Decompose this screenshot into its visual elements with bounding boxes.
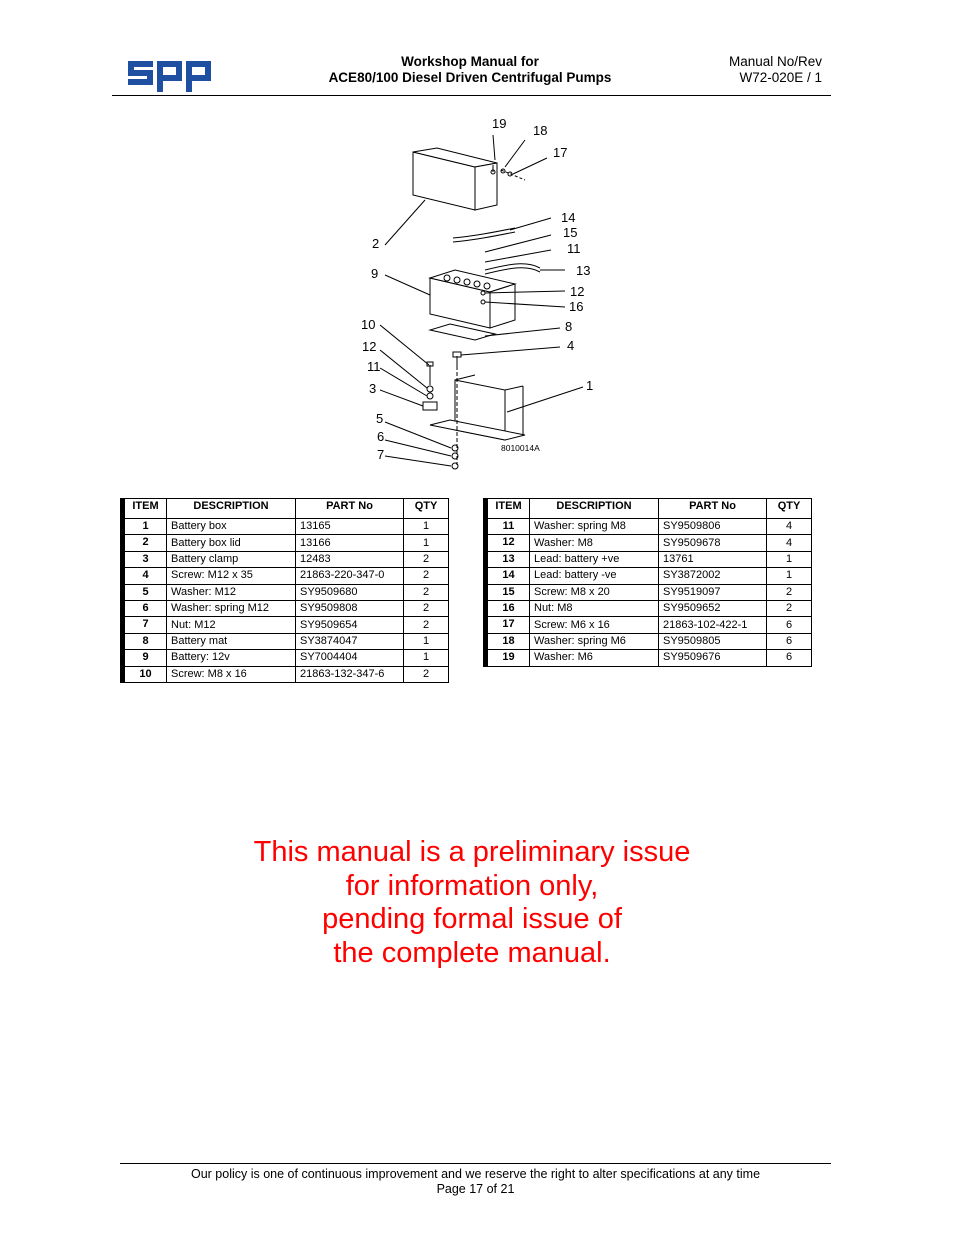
table-row	[484, 568, 812, 584]
qty-cell: 2	[767, 584, 812, 600]
manual-number-block	[690, 54, 822, 86]
footer	[120, 1167, 831, 1197]
table-row	[121, 666, 449, 682]
item-cell: 7	[125, 617, 167, 633]
table-row	[121, 633, 449, 649]
description-cell: Screw: M8 x 16	[167, 666, 296, 682]
qty-cell: 6	[767, 650, 812, 666]
page-number: Page 17 of 21	[436, 1182, 515, 1196]
description-cell: Washer: M12	[167, 584, 296, 600]
part-no-cell: SY9509808	[296, 600, 404, 616]
table-row	[121, 551, 449, 567]
item-cell: 2	[125, 535, 167, 551]
table-row	[484, 600, 812, 616]
col-description: DESCRIPTION	[167, 499, 296, 519]
qty-cell: 2	[404, 666, 449, 682]
item-cell: 5	[125, 584, 167, 600]
callout-14: 14	[561, 210, 576, 225]
description-cell: Nut: M8	[530, 600, 659, 616]
part-no-cell: 13166	[296, 535, 404, 551]
qty-cell: 6	[767, 633, 812, 649]
part-no-cell: 13165	[296, 519, 404, 535]
table-row	[484, 650, 812, 666]
item-cell: 16	[488, 600, 530, 616]
qty-cell: 1	[404, 633, 449, 649]
manual-number-label: Manual No/Rev	[728, 54, 822, 69]
item-cell: 17	[488, 617, 530, 633]
item-cell: 10	[125, 666, 167, 682]
qty-cell: 4	[767, 535, 812, 551]
part-no-cell: SY9509652	[659, 600, 767, 616]
part-no-cell: SY9509806	[659, 519, 767, 535]
description-cell: Washer: M6	[530, 650, 659, 666]
qty-cell: 4	[767, 519, 812, 535]
col-qty: QTY	[767, 499, 812, 519]
description-cell: Screw: M6 x 16	[530, 617, 659, 633]
qty-cell: 1	[404, 650, 449, 666]
part-no-cell: SY9509678	[659, 535, 767, 551]
callout-13: 13	[576, 263, 591, 278]
description-cell: Washer: spring M12	[167, 600, 296, 616]
part-no-cell: SY9509805	[659, 633, 767, 649]
callout-11-bottom: 11	[367, 359, 381, 374]
description-cell: Battery mat	[167, 633, 296, 649]
table-header-row	[484, 499, 812, 519]
callout-17: 17	[553, 145, 568, 160]
qty-cell: 2	[404, 551, 449, 567]
item-cell: 11	[488, 519, 530, 535]
callout-16: 16	[569, 299, 584, 314]
callout-10: 10	[361, 317, 376, 332]
part-no-cell: SY9509654	[296, 617, 404, 633]
manual-number: W72-020E / 1	[739, 70, 822, 85]
notice-line-4: the complete manual.	[333, 936, 611, 969]
table-row	[484, 519, 812, 535]
parts-table-right	[483, 498, 812, 667]
qty-cell: 2	[404, 617, 449, 633]
callout-11-top: 11	[567, 241, 581, 256]
item-cell: 12	[488, 535, 530, 551]
description-cell: Battery clamp	[167, 551, 296, 567]
preliminary-notice	[200, 836, 744, 970]
callout-7: 7	[377, 447, 385, 462]
table-row	[484, 633, 812, 649]
part-no-cell: SY9509680	[296, 584, 404, 600]
part-no-cell: SY9519097	[659, 584, 767, 600]
qty-cell: 1	[767, 551, 812, 567]
drawing-code: 8010014A	[501, 443, 540, 453]
callout-1: 1	[586, 378, 594, 393]
table-row	[121, 568, 449, 584]
description-cell: Screw: M8 x 20	[530, 584, 659, 600]
table-row	[121, 519, 449, 535]
item-cell: 9	[125, 650, 167, 666]
col-part-no: PART No	[659, 499, 767, 519]
table-row	[121, 617, 449, 633]
description-cell: Lead: battery +ve	[530, 551, 659, 567]
description-cell: Battery box	[167, 519, 296, 535]
notice-line-2: for information only,	[345, 869, 599, 902]
item-cell: 13	[488, 551, 530, 567]
table-row	[121, 600, 449, 616]
callout-12-bottom: 12	[362, 339, 377, 354]
manual-title-line2: ACE80/100 Diesel Driven Centrifugal Pumps	[328, 70, 612, 85]
qty-cell: 1	[767, 568, 812, 584]
item-cell: 15	[488, 584, 530, 600]
manual-title	[300, 54, 640, 86]
part-no-cell: 13761	[659, 551, 767, 567]
item-cell: 8	[125, 633, 167, 649]
item-cell: 4	[125, 568, 167, 584]
qty-cell: 2	[404, 600, 449, 616]
notice-line-1: This manual is a preliminary issue	[253, 836, 691, 868]
item-cell: 6	[125, 600, 167, 616]
table-row	[121, 650, 449, 666]
callout-5: 5	[376, 411, 384, 426]
description-cell: Lead: battery -ve	[530, 568, 659, 584]
part-no-cell: 21863-102-422-1	[659, 617, 767, 633]
col-description: DESCRIPTION	[530, 499, 659, 519]
spp-logo	[128, 56, 212, 92]
part-no-cell: 12483	[296, 551, 404, 567]
footer-rule	[120, 1163, 831, 1164]
table-row	[484, 617, 812, 633]
description-cell: Washer: spring M8	[530, 519, 659, 535]
callout-4: 4	[567, 338, 575, 353]
battery-assembly-diagram	[355, 110, 605, 480]
notice-line-3: pending formal issue of	[322, 903, 622, 935]
callout-6: 6	[377, 429, 385, 444]
description-cell: Battery: 12v	[167, 650, 296, 666]
description-cell: Nut: M12	[167, 617, 296, 633]
callout-8: 8	[565, 319, 573, 334]
description-cell: Washer: M8	[530, 535, 659, 551]
part-no-cell: SY3874047	[296, 633, 404, 649]
item-cell: 14	[488, 568, 530, 584]
manual-title-line1: Workshop Manual for	[401, 54, 539, 69]
table-header-row	[121, 499, 449, 519]
item-cell: 18	[488, 633, 530, 649]
table-row	[121, 584, 449, 600]
description-cell: Screw: M12 x 35	[167, 568, 296, 584]
callout-3: 3	[369, 381, 377, 396]
item-cell: 3	[125, 551, 167, 567]
part-no-cell: SY3872002	[659, 568, 767, 584]
callout-15: 15	[563, 225, 578, 240]
qty-cell: 1	[404, 535, 449, 551]
table-row	[484, 551, 812, 567]
callout-9: 9	[371, 266, 379, 281]
callout-2: 2	[372, 236, 380, 251]
part-no-cell: 21863-220-347-0	[296, 568, 404, 584]
table-row	[121, 535, 449, 551]
item-cell: 1	[125, 519, 167, 535]
part-no-cell: SY7004404	[296, 650, 404, 666]
parts-table-left	[120, 498, 449, 683]
callout-18: 18	[533, 123, 548, 138]
table-row	[484, 535, 812, 551]
qty-cell: 2	[404, 568, 449, 584]
item-cell: 19	[488, 650, 530, 666]
col-item: ITEM	[488, 499, 530, 519]
policy-statement: Our policy is one of continuous improvement and we reserve the right to alter specifications at any time	[190, 1167, 761, 1181]
description-cell: Washer: spring M6	[530, 633, 659, 649]
qty-cell: 1	[404, 519, 449, 535]
callout-12-top: 12	[570, 284, 585, 299]
col-item: ITEM	[125, 499, 167, 519]
table-row	[484, 584, 812, 600]
qty-cell: 2	[767, 600, 812, 616]
qty-cell: 2	[404, 584, 449, 600]
callout-19: 19	[492, 116, 507, 131]
qty-cell: 6	[767, 617, 812, 633]
col-part-no: PART No	[296, 499, 404, 519]
part-no-cell: SY9509676	[659, 650, 767, 666]
description-cell: Battery box lid	[167, 535, 296, 551]
header-rule	[112, 95, 831, 96]
part-no-cell: 21863-132-347-6	[296, 666, 404, 682]
col-qty: QTY	[404, 499, 449, 519]
